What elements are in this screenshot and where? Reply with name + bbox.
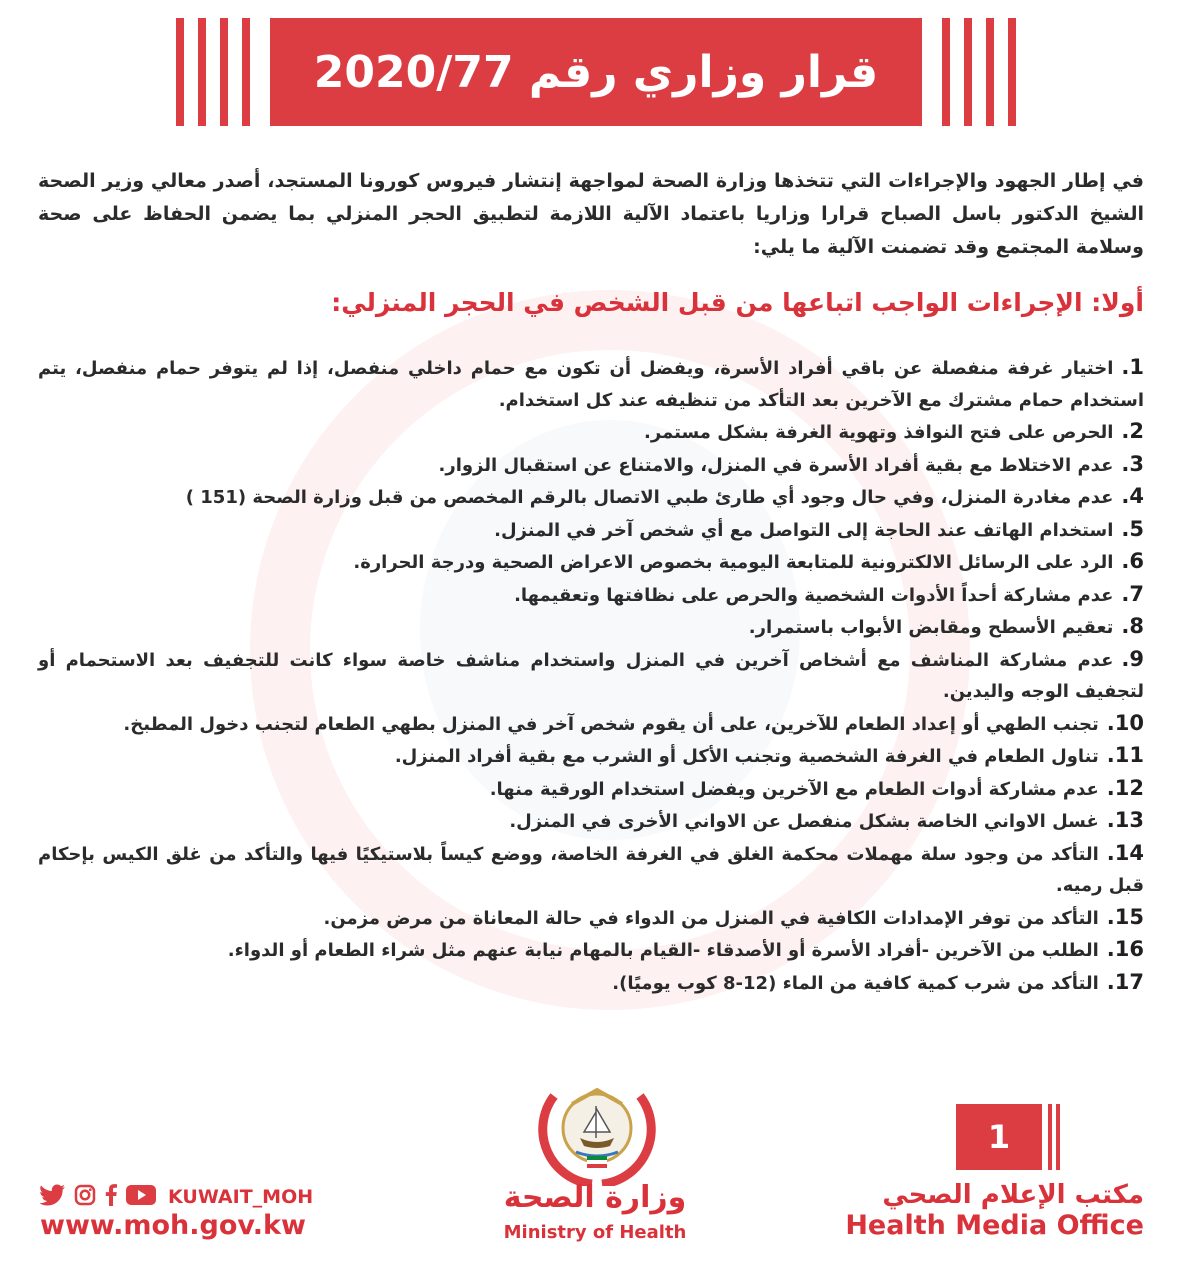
item-text: عدم مغادرة المنزل، وفي حال وجود أي طارئ طبي الاتصال بالرقم المخصص من قبل وزارة الصحة (151 ) [185, 487, 1114, 508]
item-number: 9. [1121, 646, 1144, 671]
list-item [38, 838, 1144, 902]
social-handle: KUWAIT_MOH [168, 1186, 314, 1208]
banner-stripe [242, 18, 250, 126]
ministry-name-arabic: وزارة الصحة [503, 1180, 687, 1215]
page-number-box [956, 1104, 1056, 1170]
item-number: 13. [1106, 808, 1144, 832]
item-text: تعقيم الأسطح ومقابض الأبواب باستمرار. [748, 617, 1114, 638]
youtube-icon[interactable] [126, 1184, 156, 1210]
item-number: 2. [1121, 419, 1144, 443]
list-item [38, 902, 1144, 935]
item-number: 4. [1121, 484, 1144, 508]
item-number: 17. [1106, 969, 1144, 994]
list-item [38, 416, 1144, 449]
item-text: استخدام الهاتف عند الحاجة إلى التواصل مع أي شخص آخر في المنزل. [494, 519, 1114, 541]
item-text: التأكد من توفر الإمدادات الكافية في المنزل من الدواء في حالة المعاناة من مرض مزمن. [323, 907, 1099, 929]
website-link[interactable]: www.moh.gov.kw [40, 1210, 306, 1241]
item-number: 11. [1106, 743, 1144, 767]
page-number-stripe [1048, 1104, 1052, 1170]
ministry-name-english: Ministry of Health [503, 1222, 687, 1243]
item-number: 16. [1106, 937, 1144, 961]
item-number: 15. [1106, 904, 1144, 929]
item-number: 1. [1121, 355, 1144, 379]
item-text: الحرص على فتح النوافذ وتهوية الغرفة بشكل مستمر. [644, 422, 1114, 443]
page-number: 1 [956, 1104, 1042, 1170]
item-number: 3. [1121, 451, 1144, 476]
item-text: عدم مشاركة أحداً الأدوات الشخصية والحرص على نظافتها وتعقيمها. [514, 584, 1114, 606]
item-text: عدم مشاركة المناشف مع أشخاص آخرين في المنزل واستخدام مناشف خاصة سواء كانت للتجفيف بعد الاستحمام أو لتجفيف الوجه واليدين. [38, 649, 1144, 702]
item-text: غسل الاواني الخاصة بشكل منفصل عن الاواني الأخرى في المنزل. [509, 811, 1099, 832]
list-item [38, 805, 1144, 838]
instagram-icon[interactable] [74, 1184, 96, 1210]
ministry-emblem-icon [532, 1076, 662, 1186]
item-text: اختيار غرفة منفصلة عن باقي أفراد الأسرة، ويفضل أن تكون مع حمام داخلي منفصل، إذا لم يتوفر حمام منفصل، يتم استخدام حمام مشترك مع الآخرين بعد التأكد من تنظيفه عند كل استخدام. [38, 358, 1144, 411]
item-text: الرد على الرسائل الالكترونية للمتابعة اليومية بخصوص الاعراض الصحية ودرجة الحرارة. [353, 552, 1114, 573]
item-number: 12. [1106, 775, 1144, 800]
procedures-list [38, 352, 1144, 999]
banner-stripe [942, 18, 950, 126]
office-name-arabic: مكتب الإعلام الصحي [882, 1180, 1144, 1210]
twitter-icon[interactable] [40, 1184, 66, 1210]
list-item [38, 352, 1144, 416]
office-name-english: Health Media Office [845, 1210, 1144, 1241]
list-item [38, 740, 1144, 773]
title-banner [176, 18, 1016, 126]
intro-paragraph: في إطار الجهود والإجراءات التي تتخذها وزارة الصحة لمواجهة إنتشار فيروس كورونا المستجد، أصدر معالي وزير الصحة الشيخ الدكتور باسل الصباح قرارا وزاريا باعتماد الآلية اللازمة لتطبيق الحجر المنزلي بما يضمن الحفاظ على صحة وسلامة المجتمع وقد تضمنت الآلية ما يلي: [38, 170, 1144, 258]
banner-stripe [986, 18, 994, 126]
list-item [38, 449, 1144, 482]
page-title: قرار وزاري رقم 2020/77 [313, 46, 879, 98]
banner-stripe [198, 18, 206, 126]
list-item [38, 644, 1144, 708]
list-item [38, 708, 1144, 741]
item-number: 14. [1106, 840, 1144, 865]
item-text: تجنب الطهي أو إعداد الطعام للآخرين، على أن يقوم شخص آخر في المنزل بطهي الطعام لتجنب دخول المطبخ. [123, 713, 1099, 735]
item-text: عدم مشاركة أدوات الطعام مع الآخرين ويفضل استخدام الورقية منها. [489, 778, 1099, 800]
item-number: 6. [1121, 549, 1144, 573]
item-text: التأكد من شرب كمية كافية من الماء (12-8 كوب يوميًا). [612, 972, 1099, 994]
list-item [38, 546, 1144, 579]
list-item [38, 611, 1144, 644]
page-number-stripe [1056, 1104, 1060, 1170]
item-text: الطلب من الآخرين -أفراد الأسرة أو الأصدقاء -القيام بالمهام نيابة عنهم مثل شراء الطعام أو الدواء. [227, 940, 1099, 961]
item-number: 5. [1121, 516, 1144, 541]
banner-stripe [220, 18, 228, 126]
banner-stripe [176, 18, 184, 126]
item-text: عدم الاختلاط مع بقية أفراد الأسرة في المنزل، والامتناع عن استقبال الزوار. [438, 454, 1114, 476]
facebook-icon[interactable] [104, 1184, 118, 1210]
social-links [40, 1184, 313, 1210]
item-number: 7. [1121, 581, 1144, 606]
section-heading: أولا: الإجراءات الواجب اتباعها من قبل الشخص في الحجر المنزلي: [331, 288, 1144, 317]
list-item [38, 773, 1144, 806]
title-box [270, 18, 922, 126]
item-text: التأكد من وجود سلة مهملات محكمة الغلق في الغرفة الخاصة، ووضع كيساً بلاستيكيًا فيها والتأكد من غلق الكيس بإحكام قبل رميه. [38, 843, 1144, 896]
list-item [38, 934, 1144, 967]
item-number: 10. [1106, 710, 1144, 735]
list-item [38, 481, 1144, 514]
banner-stripe [964, 18, 972, 126]
banner-stripe [1008, 18, 1016, 126]
list-item [38, 579, 1144, 612]
list-item [38, 967, 1144, 1000]
item-text: تناول الطعام في الغرفة الشخصية وتجنب الأكل أو الشرب مع بقية أفراد المنزل. [394, 746, 1099, 767]
item-number: 8. [1121, 614, 1144, 638]
list-item [38, 514, 1144, 547]
